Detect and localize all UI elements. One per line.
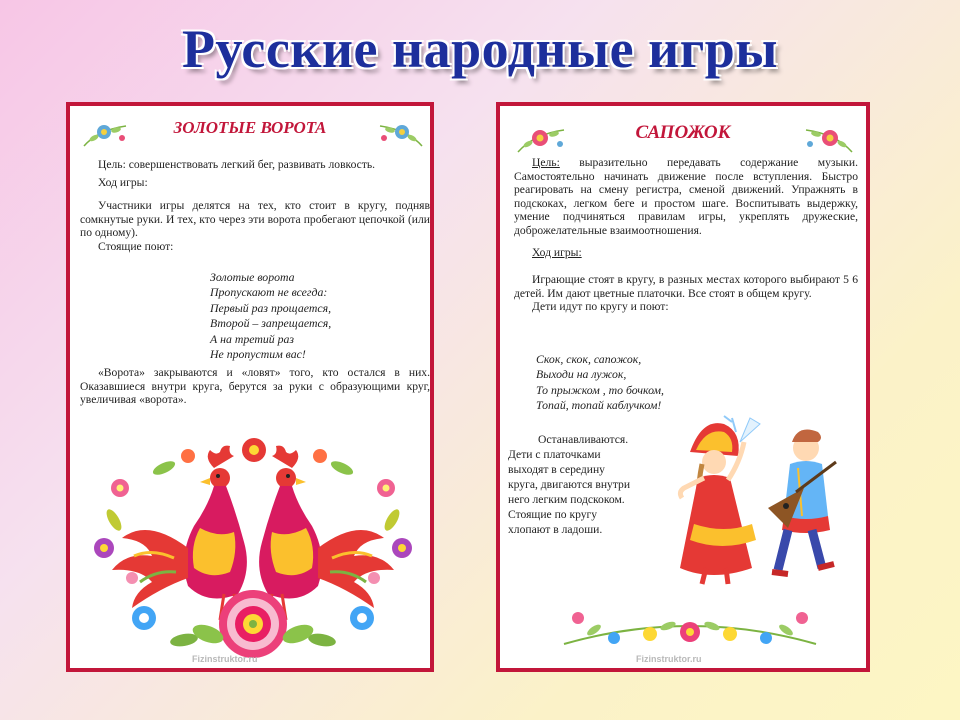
stop-text	[508, 432, 678, 537]
card-heading: ЗОЛОТЫЕ ВОРОТА	[173, 118, 327, 137]
poem-line: Пропускают не всегда:	[210, 285, 328, 300]
poem-line: Топай, топай каблучком!	[536, 398, 662, 413]
poem-line: То прыжком , то бочком,	[536, 382, 664, 397]
watermark: Fizinstruktor.ru	[636, 654, 702, 664]
ending-paragraph: «Ворота» закрываются и «ловят» того, кто остался в них. Оказавшиеся внутри круга, берутся за руки с образующими круг, увеличивая «ворота».	[80, 366, 430, 407]
ending-text	[80, 366, 430, 407]
goal-paragraph: Цель: совершенствовать легкий бег, развивать ловкость.	[98, 158, 376, 171]
page-title: Русские народные игры	[182, 19, 778, 79]
poem-line: Первый раз прощается,	[210, 300, 332, 315]
course-label: Ход игры:	[98, 175, 148, 189]
rules-paragraph: Играющие стоят в кругу, в разных местах которого выбирают 5 6 детей. Им дают цветные платочки. Все стоят в общем кругу.	[514, 273, 858, 300]
goal-label: Цель:	[532, 156, 560, 169]
poem-line: Второй – запрещается,	[210, 316, 332, 331]
flower-garland-ornament-icon	[554, 604, 826, 660]
stop-line: выходят в середину	[508, 463, 605, 476]
goal-text	[80, 158, 430, 254]
stop-line: него легким подскоком.	[508, 493, 625, 506]
course-label: Ход игры:	[532, 245, 582, 259]
stop-line: Стоящие по кругу	[508, 508, 598, 521]
card-sapozhok	[496, 102, 870, 672]
watermark: Fizinstruktor.ru	[192, 654, 258, 664]
poem-line: Выходи на лужок,	[536, 367, 627, 382]
poem-line: Золотые ворота	[210, 270, 295, 284]
stop-line: Останавливаются.	[538, 433, 629, 446]
singers-label: Стоящие поют:	[98, 239, 174, 253]
goal-paragraph: выразительно передавать содержание музыки. Самостоятельно начинать движение после вступления. Быстро реагировать на смену регистра, сменой движений. Упражнять в подскоках, легком беге и простом шаге. Воспитывать выдержку, умение подчиняться правилам игры, укреплять дружеские, доброжелательные взаимоотношения.	[514, 156, 858, 237]
goal-text	[514, 156, 858, 314]
stop-line: Дети с платочками	[508, 448, 601, 461]
poem-line: Не пропустим вас!	[210, 347, 306, 362]
singers-label: Дети идут по кругу и поют:	[532, 300, 669, 314]
poem-line: Скок, скок, сапожок,	[536, 352, 642, 366]
rules-paragraph: Участники игры делятся на тех, кто стоит в кругу, подняв сомкнутые руки. И тех, кто через эти ворота пробегают цепочкой (или по одному).	[80, 199, 430, 240]
roosters-folk-ornament-icon	[84, 428, 422, 668]
poem	[210, 270, 331, 362]
stop-line: хлопают в ладоши.	[508, 523, 603, 536]
stop-line: круга, двигаются внутри	[508, 478, 631, 491]
card-zolotye-vorota	[66, 102, 434, 672]
poem-line: А на третий раз	[210, 331, 295, 346]
card-heading: САПОЖОК	[635, 122, 731, 143]
poem	[536, 352, 664, 414]
dancing-children-illustration-icon	[676, 412, 858, 602]
